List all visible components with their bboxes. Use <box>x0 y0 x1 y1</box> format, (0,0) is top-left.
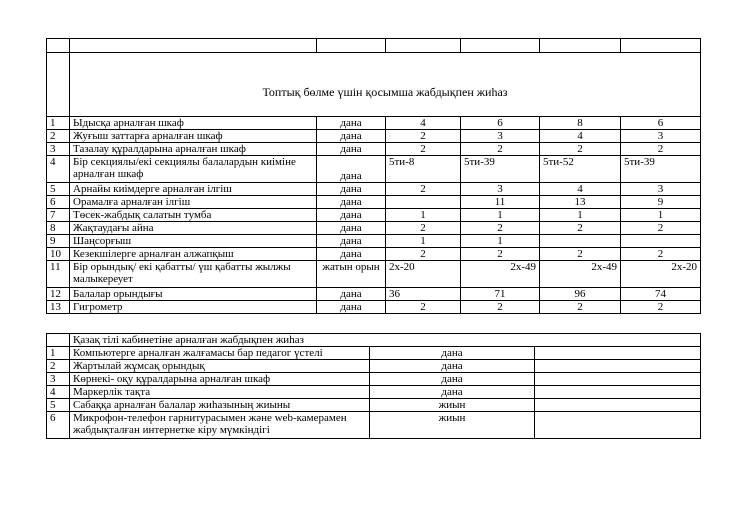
value-col-1: 2х-20 <box>386 261 461 288</box>
empty-cell <box>535 386 701 399</box>
value-col-1: 5ти-8 <box>386 156 461 183</box>
value-col-1: 1 <box>386 235 461 248</box>
value-col-2: 1 <box>461 235 540 248</box>
item-unit: дана <box>317 183 386 196</box>
value-col-3: 2 <box>540 301 621 314</box>
value-col-1: 2 <box>386 130 461 143</box>
empty-cell <box>535 347 701 360</box>
item-name: Орамалға арналған ілгіш <box>70 196 317 209</box>
value-col-3: 2х-49 <box>540 261 621 288</box>
value-col-1: 2 <box>386 143 461 156</box>
item-name: Маркерлік тақта <box>70 386 370 399</box>
item-name: Тазалау құралдарына арналған шкаф <box>70 143 317 156</box>
value-col-4: 74 <box>621 288 701 301</box>
item-unit: дана <box>317 288 386 301</box>
item-unit: жиын <box>370 399 535 412</box>
item-name: Кезекшілерге арналған алжапқыш <box>70 248 317 261</box>
value-col-4: 2 <box>621 248 701 261</box>
value-col-3: 4 <box>540 130 621 143</box>
row-number: 12 <box>47 288 70 301</box>
value-col-3: 5ти-52 <box>540 156 621 183</box>
value-col-4: 3 <box>621 183 701 196</box>
item-name: Төсек-жабдық салатын тумба <box>70 209 317 222</box>
table-row <box>47 347 701 360</box>
value-col-1: 2 <box>386 248 461 261</box>
table-row <box>47 360 701 373</box>
value-col-3: 8 <box>540 117 621 130</box>
item-name: Көрнекі- оқу құралдарына арналған шкаф <box>70 373 370 386</box>
value-col-3: 4 <box>540 183 621 196</box>
value-col-4: 1 <box>621 209 701 222</box>
item-unit: дана <box>317 301 386 314</box>
item-unit: жиын <box>370 412 535 439</box>
value-col-3: 2 <box>540 248 621 261</box>
value-col-4: 9 <box>621 196 701 209</box>
section2-title: Қазақ тілі кабинетіне арналған жабдықпен жиһаз <box>70 334 701 347</box>
table-row <box>47 222 701 235</box>
section2-title-row <box>47 334 701 347</box>
value-col-3 <box>540 235 621 248</box>
table-row <box>47 209 701 222</box>
value-col-2: 1 <box>461 209 540 222</box>
value-col-1: 1 <box>386 209 461 222</box>
table-row <box>47 373 701 386</box>
item-name: Компьютерге арналған жалғамасы бар педагог үстелі <box>70 347 370 360</box>
table-row <box>47 143 701 156</box>
section-title: Топтық бөлме үшін қосымша жабдықпен жиһаз <box>70 53 701 117</box>
value-col-4 <box>621 235 701 248</box>
value-col-2: 2х-49 <box>461 261 540 288</box>
row-number: 5 <box>47 399 70 412</box>
item-name: Бір орындық/ екі қабатты/ үш қабатты жылжы малыкереует <box>70 261 317 288</box>
empty-cell <box>535 360 701 373</box>
item-unit: дана <box>317 222 386 235</box>
item-unit: дана <box>370 347 535 360</box>
item-name: Шаңсорғыш <box>70 235 317 248</box>
item-unit: дана <box>370 373 535 386</box>
section2-rows <box>47 347 701 439</box>
row-number: 13 <box>47 301 70 314</box>
empty-header-row <box>47 39 701 53</box>
value-col-4: 2 <box>621 143 701 156</box>
row-number: 3 <box>47 373 70 386</box>
item-name: Жуғыш заттарға арналған шкаф <box>70 130 317 143</box>
table-row <box>47 117 701 130</box>
value-col-2: 2 <box>461 222 540 235</box>
section-title-row <box>47 53 701 117</box>
empty-cell <box>535 373 701 386</box>
value-col-2: 3 <box>461 183 540 196</box>
value-col-4: 3 <box>621 130 701 143</box>
table-row <box>47 156 701 183</box>
table-row <box>47 301 701 314</box>
value-col-1: 36 <box>386 288 461 301</box>
table-row <box>47 288 701 301</box>
value-col-3: 1 <box>540 209 621 222</box>
value-col-1: 2 <box>386 301 461 314</box>
value-col-3: 96 <box>540 288 621 301</box>
row-number: 6 <box>47 196 70 209</box>
item-unit: дана <box>317 196 386 209</box>
item-name: Сабаққа арналған балалар жиһазының жиыны <box>70 399 370 412</box>
item-name: Гигрометр <box>70 301 317 314</box>
value-col-4: 6 <box>621 117 701 130</box>
row-number: 9 <box>47 235 70 248</box>
value-col-2: 5ти-39 <box>461 156 540 183</box>
item-unit: дана <box>370 360 535 373</box>
value-col-2: 2 <box>461 248 540 261</box>
item-name: Ыдысқа арналған шкаф <box>70 117 317 130</box>
item-unit: дана <box>317 117 386 130</box>
table-row <box>47 130 701 143</box>
item-unit: дана <box>317 130 386 143</box>
table-row <box>47 412 701 439</box>
value-col-3: 2 <box>540 143 621 156</box>
item-name: Жақтаудағы айна <box>70 222 317 235</box>
item-name: Балалар орындығы <box>70 288 317 301</box>
row-number: 5 <box>47 183 70 196</box>
row-number: 10 <box>47 248 70 261</box>
value-col-3: 13 <box>540 196 621 209</box>
value-col-1: 2 <box>386 183 461 196</box>
item-name: Бір секциялы/екі секциялы балалардын киіміне арналған шкаф <box>70 156 317 183</box>
row-number: 1 <box>47 117 70 130</box>
furniture-table-kazakh-cabinet <box>46 333 701 439</box>
furniture-table-group-room <box>46 38 701 314</box>
value-col-4: 2 <box>621 301 701 314</box>
value-col-2: 2 <box>461 301 540 314</box>
row-number: 8 <box>47 222 70 235</box>
table-row <box>47 386 701 399</box>
value-col-4: 2 <box>621 222 701 235</box>
item-name: Микрофон-телефон гарнитурасымен және web-камерамен жабдықталған интернетке кіру мүмкіндігі <box>70 412 370 439</box>
row-number: 11 <box>47 261 70 288</box>
row-number: 7 <box>47 209 70 222</box>
row-number: 4 <box>47 386 70 399</box>
table-row <box>47 248 701 261</box>
value-col-1: 2 <box>386 222 461 235</box>
value-col-1: 4 <box>386 117 461 130</box>
table-row <box>47 261 701 288</box>
empty-cell <box>535 399 701 412</box>
table-row <box>47 196 701 209</box>
table-row <box>47 183 701 196</box>
item-unit: дана <box>370 386 535 399</box>
table-row <box>47 235 701 248</box>
value-col-3: 2 <box>540 222 621 235</box>
value-col-1 <box>386 196 461 209</box>
value-col-4: 2х-20 <box>621 261 701 288</box>
value-col-2: 11 <box>461 196 540 209</box>
value-col-4: 5ти-39 <box>621 156 701 183</box>
item-name: Арнайы киімдерге арналған ілгіш <box>70 183 317 196</box>
value-col-2: 71 <box>461 288 540 301</box>
item-unit: жатын орын <box>317 261 386 288</box>
row-number: 2 <box>47 130 70 143</box>
item-unit: дана <box>317 143 386 156</box>
row-number: 2 <box>47 360 70 373</box>
value-col-2: 6 <box>461 117 540 130</box>
section1-rows <box>47 117 701 314</box>
item-name: Жартылай жұмсақ орындық <box>70 360 370 373</box>
value-col-2: 2 <box>461 143 540 156</box>
value-col-2: 3 <box>461 130 540 143</box>
item-unit: дана <box>317 235 386 248</box>
row-number: 3 <box>47 143 70 156</box>
item-unit: дана <box>317 248 386 261</box>
row-number: 1 <box>47 347 70 360</box>
item-unit: дана <box>317 156 386 183</box>
row-number: 6 <box>47 412 70 439</box>
table-row <box>47 399 701 412</box>
empty-cell <box>535 412 701 439</box>
row-number: 4 <box>47 156 70 183</box>
item-unit: дана <box>317 209 386 222</box>
